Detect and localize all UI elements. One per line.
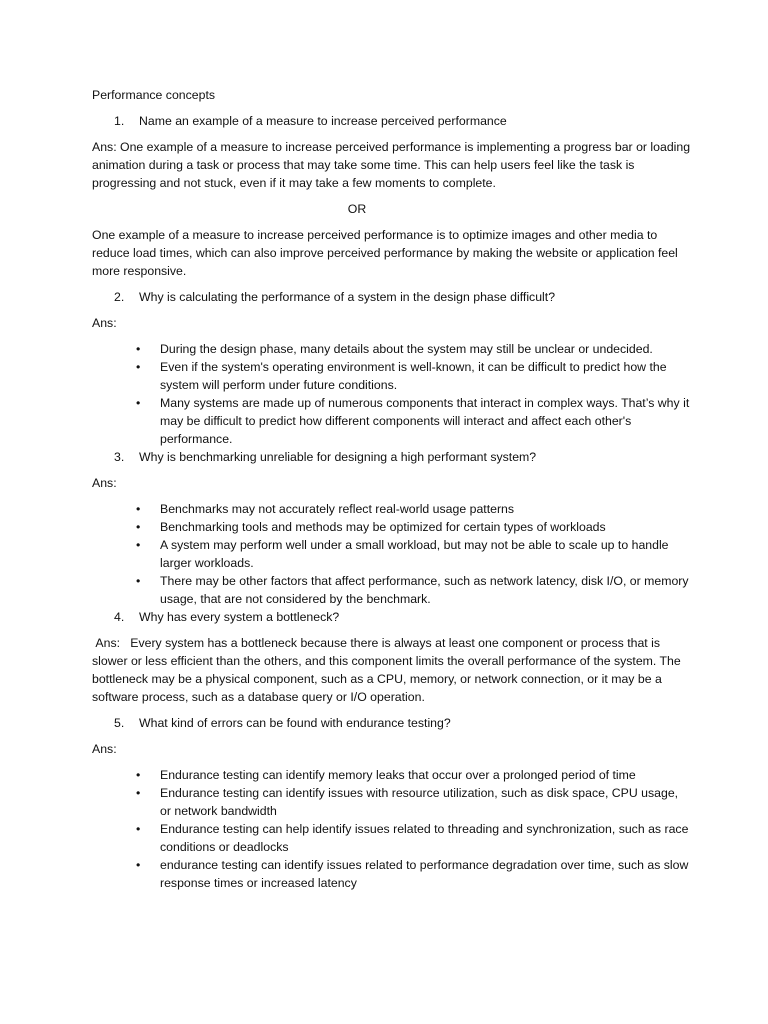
answer-4: Ans: Every system has a bottleneck because there is always at least one component or process that is slower or less efficient than the others, and this component limits the overall performance of the system. The bottleneck may be a physical component, such as a CPU, memory, or network connection, or it may be a software process, such as a database query or I/O operation. — [92, 636, 685, 704]
question-text: Why is benchmarking unreliable for designing a high performant system? — [139, 450, 537, 464]
list-item-text: During the design phase, many details about the system may still be unclear or undecided. — [160, 342, 653, 356]
question-5 — [92, 714, 692, 732]
bullet-icon: • — [136, 360, 141, 374]
question-3 — [92, 448, 692, 466]
answer-label: Ans: — [92, 316, 117, 330]
bullet-icon: • — [136, 858, 141, 872]
list-item-text: A system may perform well under a small workload, but may not be able to scale up to handle larger workloads. — [160, 538, 669, 570]
list-item-text: There may be other factors that affect performance, such as network latency, disk I/O, or memory usage, that are not considered by the benchmark. — [160, 574, 689, 606]
question-text: Name an example of a measure to increase perceived performance — [139, 114, 507, 128]
list-item-text: endurance testing can identify issues related to performance degradation over time, such as slow response times or increased latency — [160, 858, 689, 890]
document-body — [92, 86, 692, 892]
answer-2-list — [92, 340, 692, 448]
answer-label: Ans: — [92, 476, 117, 490]
question-4 — [92, 608, 692, 626]
question-number: 3. — [114, 450, 125, 464]
document-title: Performance concepts — [92, 88, 216, 102]
answer-5-list — [92, 766, 692, 892]
list-item — [92, 500, 692, 518]
question-number: 2. — [114, 290, 125, 304]
answer-1-option-b: One example of a measure to increase perceived performance is to optimize images and other media to reduce load times, which can also improve perceived performance by making the website or application feel more responsive. — [92, 228, 678, 278]
answer-label: Ans: — [92, 742, 117, 756]
list-item — [92, 856, 692, 892]
list-item-text: Benchmarking tools and methods may be optimized for certain types of workloads — [160, 520, 606, 534]
question-1 — [92, 112, 692, 130]
question-text: What kind of errors can be found with endurance testing? — [139, 716, 451, 730]
list-item — [92, 820, 692, 856]
list-item-text: Endurance testing can identify issues with resource utilization, such as disk space, CPU usage, or network bandwidth — [160, 786, 679, 818]
list-item-text: Many systems are made up of numerous components that interact in complex ways. That’s why it may be difficult to predict how different components will interact and affect each other's performance. — [160, 396, 690, 446]
bullet-icon: • — [136, 538, 141, 552]
bullet-icon: • — [136, 342, 141, 356]
bullet-icon: • — [136, 786, 141, 800]
answer-1-option-a: Ans: One example of a measure to increase perceived performance is implementing a progress bar or loading animation during a task or process that may take some time. This can help users feel like the task is progressing and not stuck, even if it may take a few moments to complete. — [92, 140, 691, 190]
question-number: 1. — [114, 114, 125, 128]
list-item-text: Benchmarks may not accurately reflect real-world usage patterns — [160, 502, 515, 516]
list-item-text: Even if the system's operating environment is well-known, it can be difficult to predict how the system will perform under future conditions. — [160, 360, 667, 392]
bullet-icon: • — [136, 822, 141, 836]
list-item — [92, 394, 692, 448]
question-text: Why is calculating the performance of a system in the design phase difficult? — [139, 290, 556, 304]
list-item — [92, 784, 692, 820]
list-item-text: Endurance testing can help identify issues related to threading and synchronization, such as race conditions or deadlocks — [160, 822, 689, 854]
answer-3-list — [92, 500, 692, 608]
question-number: 4. — [114, 610, 125, 624]
question-2 — [92, 288, 692, 306]
bullet-icon: • — [136, 768, 141, 782]
bullet-icon: • — [136, 574, 141, 588]
list-item — [92, 340, 692, 358]
list-item — [92, 536, 692, 572]
list-item-text: Endurance testing can identify memory leaks that occur over a prolonged period of time — [160, 768, 636, 782]
bullet-icon: • — [136, 502, 141, 516]
list-item — [92, 572, 692, 608]
list-item — [92, 518, 692, 536]
list-item — [92, 766, 692, 784]
or-separator: OR — [347, 202, 367, 216]
question-text: Why has every system a bottleneck? — [139, 610, 340, 624]
list-item — [92, 358, 692, 394]
question-number: 5. — [114, 716, 125, 730]
bullet-icon: • — [136, 396, 141, 410]
bullet-icon: • — [136, 520, 141, 534]
